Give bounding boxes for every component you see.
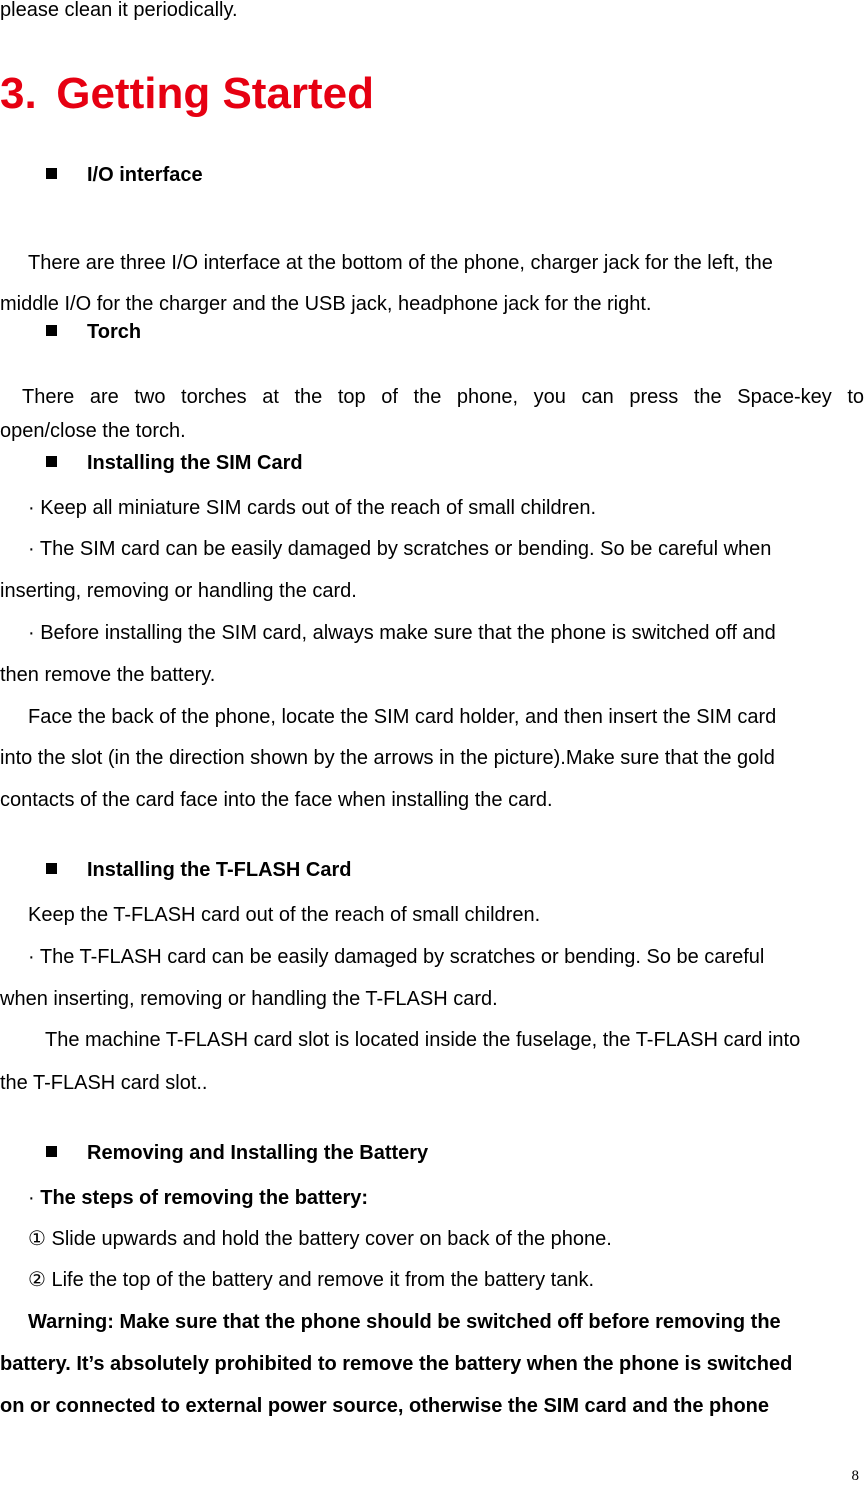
battery-steps-heading [28, 1186, 368, 1210]
battery-step-1: ① Slide upwards and hold the battery cover on back of the phone. [28, 1228, 612, 1250]
sim-line-2: · The SIM card can be easily damaged by scratches or bending. So be careful when [28, 538, 772, 560]
square-bullet-icon [46, 456, 57, 467]
io-heading [46, 163, 203, 187]
warning-line-1: Warning: Make sure that the phone should be switched off before removing the [28, 1311, 781, 1333]
page-number: 8 [851, 1468, 859, 1484]
torch-line-2: open/close the torch. [0, 420, 186, 442]
warning-line-3: on or connected to external power source, otherwise the SIM card and the phone [0, 1395, 770, 1417]
sim-line-4: · Before installing the SIM card, always make sure that the phone is switched off and [28, 622, 776, 644]
intro-text: please clean it periodically. [0, 0, 238, 21]
battery-title: Removing and Installing the Battery [87, 1142, 429, 1164]
io-title: I/O interface [87, 164, 203, 186]
sim-line-8: contacts of the card face into the face when installing the card. [0, 789, 553, 811]
section-heading [0, 66, 374, 122]
heading-number: 3. [0, 69, 37, 118]
square-bullet-icon [46, 1146, 57, 1157]
heading-text: Getting Started [56, 69, 375, 118]
tflash-line-4: The machine T-FLASH card slot is located inside the fuselage, the T-FLASH card into [45, 1029, 801, 1051]
square-bullet-icon [46, 863, 57, 874]
torch-heading [46, 320, 141, 344]
square-bullet-icon [46, 168, 57, 179]
sim-heading [46, 451, 303, 475]
square-bullet-icon [46, 325, 57, 336]
sim-line-1: · Keep all miniature SIM cards out of the reach of small children. [28, 497, 597, 519]
sim-line-3: inserting, removing or handling the card. [0, 580, 357, 602]
sim-line-5: then remove the battery. [0, 664, 216, 686]
battery-step-2: ② Life the top of the battery and remove it from the battery tank. [28, 1269, 595, 1291]
tflash-title: Installing the T-FLASH Card [87, 859, 352, 881]
sim-line-7: into the slot (in the direction shown by the arrows in the picture).Make sure that the gold [0, 747, 775, 769]
tflash-line-1: Keep the T-FLASH card out of the reach of small children. [28, 904, 541, 926]
io-line-1: There are three I/O interface at the bottom of the phone, charger jack for the left, the [28, 252, 773, 274]
tflash-line-2: · The T-FLASH card can be easily damaged by scratches or bending. So be careful [28, 946, 765, 968]
middle-dot-bullet: · [28, 1187, 35, 1209]
warning-line-2: battery. It’s absolutely prohibited to remove the battery when the phone is switched [0, 1353, 793, 1375]
torch-title: Torch [87, 321, 142, 343]
tflash-heading [46, 858, 351, 882]
battery-steps-title: The steps of removing the battery: [40, 1187, 369, 1209]
battery-heading [46, 1141, 428, 1165]
io-line-2: middle I/O for the charger and the USB jack, headphone jack for the right. [0, 293, 652, 315]
tflash-line-3: when inserting, removing or handling the T-FLASH card. [0, 988, 498, 1010]
sim-title: Installing the SIM Card [87, 452, 303, 474]
torch-line-1: There are two torches at the top of the phone, you can press the Space-key to [22, 386, 864, 408]
sim-line-6: Face the back of the phone, locate the SIM card holder, and then insert the SIM card [28, 706, 777, 728]
tflash-line-5: the T-FLASH card slot.. [0, 1072, 208, 1094]
